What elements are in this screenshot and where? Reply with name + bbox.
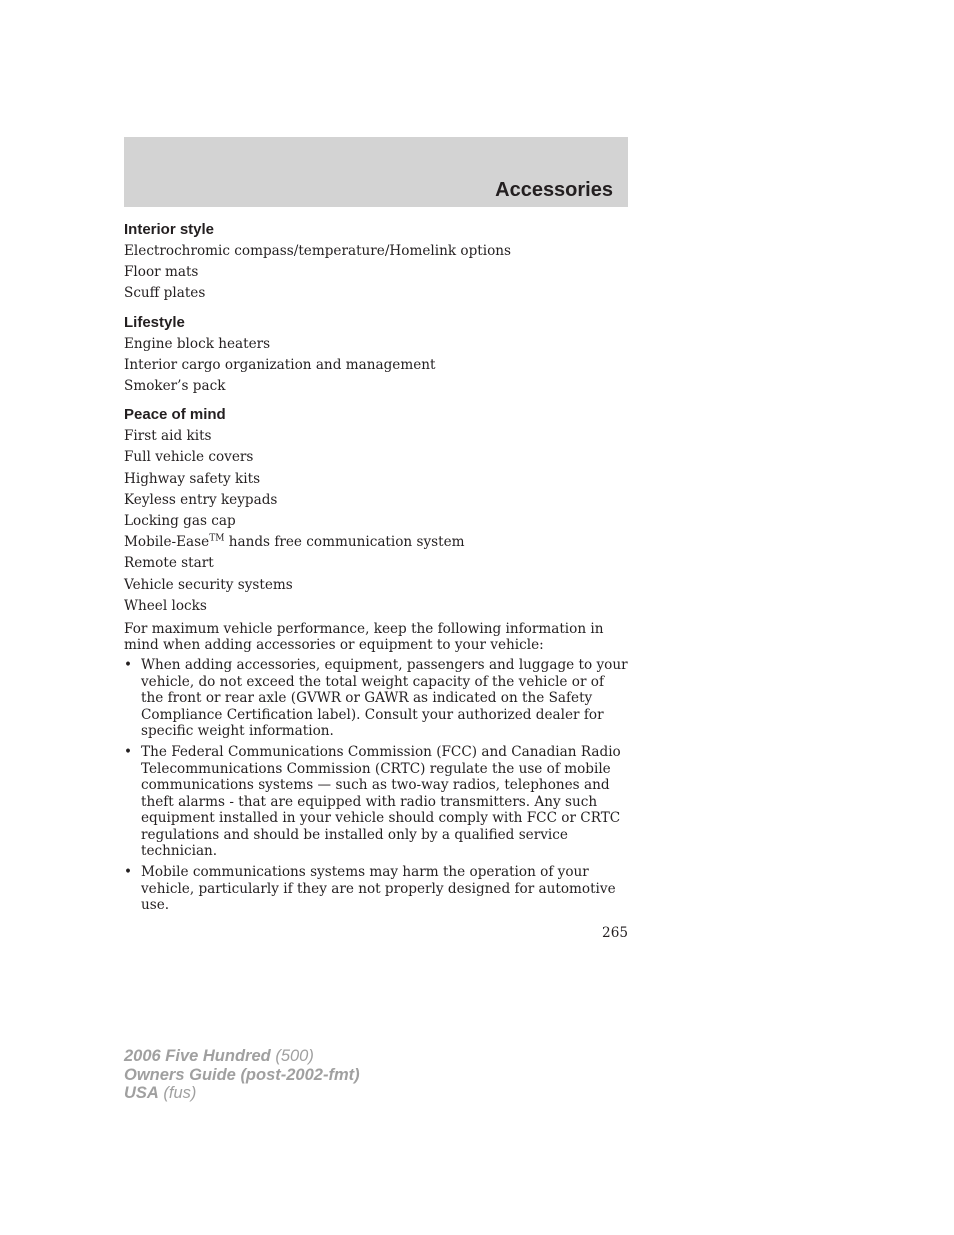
bullet-list [124, 657, 628, 913]
list-item: Vehicle security systems [124, 576, 293, 593]
section-heading: Peace of mind [124, 406, 226, 424]
list-item: Interior cargo organization and management [124, 356, 436, 373]
mobile-ease-name: Mobile-Ease [124, 534, 210, 551]
footer-model-code: (500) [270, 1047, 314, 1065]
mobile-ease-description: hands free communication system [224, 534, 465, 551]
document-footer [124, 1047, 360, 1103]
list-item-mobile-ease [124, 532, 628, 553]
bullet-text: Mobile communications systems may harm the operation of your vehicle, particularly if they are not properly designed for automotive use. [141, 864, 616, 914]
footer-line-model [124, 1047, 360, 1066]
bullet-item [124, 657, 628, 739]
section-lifestyle [124, 313, 628, 398]
page-number: 265 [602, 925, 628, 941]
list-item: Smoker’s pack [124, 378, 226, 395]
bullet-text: The Federal Communications Commission (FCC) and Canadian Radio Telecommunications Commission (CRTC) regulate the use of mobile communications systems — such as two-way radios, telephones and theft alarms - that are equipped with radio transmitters. Any such equipment installed in your vehicle should comply with FCC or CRTC regulations and should be installed only by a qualified service technician. [141, 744, 621, 859]
intro-paragraph: For maximum vehicle performance, keep the following information in mind when adding accessories or equipment to your vehicle: [124, 621, 604, 654]
list-item: Engine block heaters [124, 335, 271, 352]
list-item: Wheel locks [124, 597, 207, 614]
section-title: Accessories [495, 179, 613, 201]
list-item: Keyless entry keypads [124, 491, 278, 508]
list-item: Highway safety kits [124, 470, 261, 487]
list-item: First aid kits [124, 428, 212, 445]
list-item: Full vehicle covers [124, 449, 254, 466]
footer-guide-name: Owners Guide (post-2002-fmt) [124, 1065, 360, 1084]
section-heading: Interior style [124, 221, 215, 238]
footer-line-guide [124, 1066, 360, 1085]
section-peace-of-mind [124, 405, 628, 617]
list-item: Floor mats [124, 264, 199, 281]
bullet-text: When adding accessories, equipment, passengers and luggage to your vehicle, do not exceed the total weight capacity of the vehicle or of the front or rear axle (GVWR or GAWR as indicated on the Safety Compliance Certification label). Consult your authorized dealer for specific weight information. [141, 657, 628, 740]
footer-model-name: 2006 Five Hundred [124, 1047, 271, 1065]
section-heading: Lifestyle [124, 313, 185, 331]
footer-market-name: USA [124, 1084, 159, 1102]
trademark-mark: TM [209, 533, 225, 544]
list-item: Scuff plates [124, 285, 206, 302]
list-item: Remote start [124, 555, 214, 572]
footer-market-code: (fus) [158, 1084, 197, 1102]
bullet-icon: • [124, 657, 133, 674]
bullet-icon: • [124, 744, 133, 761]
page-content [124, 220, 628, 919]
footer-line-market [124, 1084, 360, 1103]
section-header-band [124, 137, 628, 207]
section-interior-style [124, 220, 628, 305]
list-item: Locking gas cap [124, 513, 236, 530]
list-item: Electrochromic compass/temperature/Homelink options [124, 243, 512, 259]
bullet-icon: • [124, 864, 133, 881]
bullet-item [124, 864, 628, 913]
bullet-item [124, 744, 628, 859]
